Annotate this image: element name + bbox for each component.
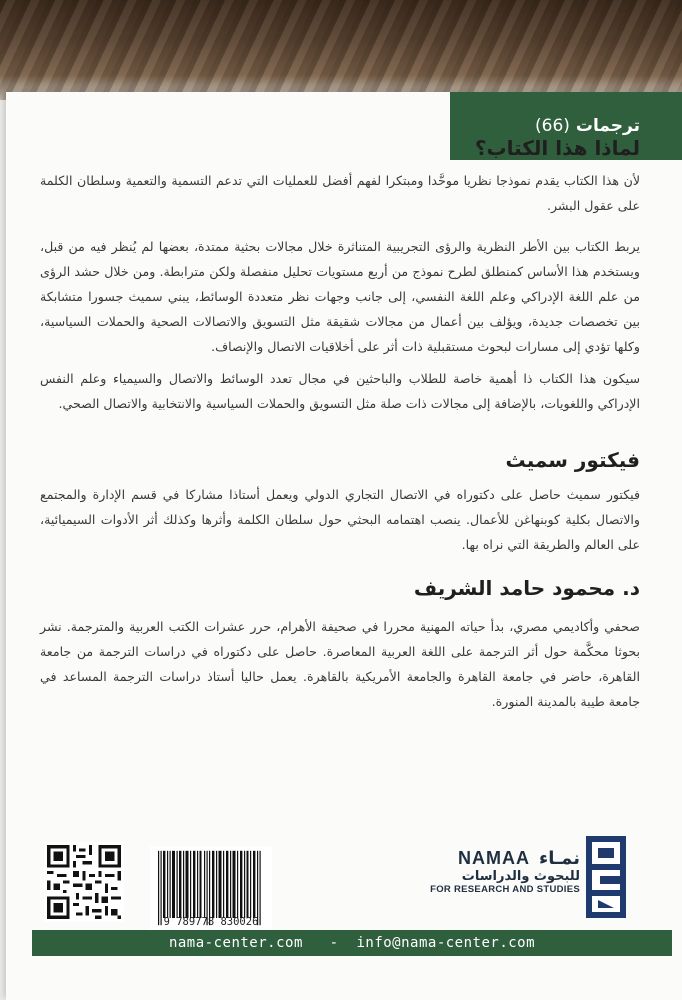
cover-background-photo [0,0,682,100]
publisher-logo-icon [586,836,626,918]
why-paragraph-3-block [40,366,640,416]
why-section [40,136,640,160]
why-paragraph-2-block [40,234,640,359]
why-paragraph-2: يربط الكتاب بين الأطر النظرية والرؤى التجريبية المتناثرة خلال مجالات بحثية ممتدة، بعضها لم يُنظر فيه من قبل، ويستخدم هذا الأساس كمنطلق لطرح نموذج من أربع مستويات تحليل منفصلة ولكن مترابطة. ومن خلال حشد الرؤى من علم اللغة الإدراكي وعلم اللغة النفسي، إلى جانب وجهات نظر متعددة الوسائط، يبني سميث جسورا متشابكة بين تخصصات جديدة، ويؤلف بين أعمال من مجالات شقيقة مثل التسويق والاتصالات الصحية والحملات السياسية، وكلها تؤدي إلى مسارات لبحوث مستقبلية ذات أثر على أخلاقيات الاتصال والإنصاف. [40,239,640,354]
author-paragraph-block [40,482,640,557]
series-number: (66) [535,116,570,136]
publisher-name-arabic: نمـاء [539,848,580,869]
author-title: فيكتور سميث [505,448,640,472]
translator-title: د. محمود حامد الشريف [413,576,640,600]
isbn-number: 9 789778 830026 [163,916,259,928]
translator-section [40,576,640,600]
why-paragraph-3: سيكون هذا الكتاب ذا أهمية خاصة للطلاب والباحثين في مجال تعدد الوسائط والاتصال والسيمياء وعلم النفس الإدراكي واللغويات، بالإضافة إلى مجالات ذات صلة مثل التسويق والحملات السياسية والانتخابية والاتصال الصحي. [40,371,640,411]
series-name: ترجمات [575,116,640,136]
qr-code[interactable] [44,842,124,922]
why-paragraph-1: لأن هذا الكتاب يقدم نموذجا نظريا موحَّدا ومبتكرا لفهم أفضل للعمليات التي تدعم التسمية والتعمية وسلطان الكلمة على عقول البشر. [40,173,640,213]
publisher-subtitle-arabic: للبحوث والدراسات [461,869,580,884]
author-paragraph: فيكتور سميث حاصل على دكتوراه في الاتصال التجاري الدولي ويعمل أستاذا مشاركا في قسم الإدارة والمجتمع والاتصال بكلية كوبنهاغن للأعمال. ينصب اهتمامه البحثي حول سلطان الكلمة وأثرها وكذلك أثر الأدوات السيميائية، على العالم والطريقة التي نراه بها. [40,487,640,552]
author-section [40,448,640,472]
why-title: لماذا هذا الكتاب؟ [474,136,640,160]
translator-paragraph: صحفي وأكاديمي مصري، بدأ حياته المهنية محررا في صحيفة الأهرام، حرر عشرات الكتب العربية والمترجمة. نشر بحوثا محكَّمة حول أثر الترجمة على اللغة العربية المعاصرة. حاصل على دكتوراه في دراسات الترجمة من جامعة القاهرة، حاضر في جامعة القاهرة والجامعة الأمريكية بالقاهرة. يعمل حاليا أستاذ دراسات الترجمة المساعد في جامعة طيبة بالمدينة المنورة. [40,619,640,709]
publisher-name-latin: NAMAA [457,848,530,868]
translator-paragraph-block [40,614,640,714]
why-paragraph-1-block [40,168,640,218]
footer-contact-bar [32,930,672,956]
footer-contact[interactable]: nama-center.com - info@nama-center.com [168,935,536,951]
publisher-subtitle-latin: FOR RESEARCH AND STUDIES [430,884,580,895]
publisher-logo-text [405,848,580,895]
